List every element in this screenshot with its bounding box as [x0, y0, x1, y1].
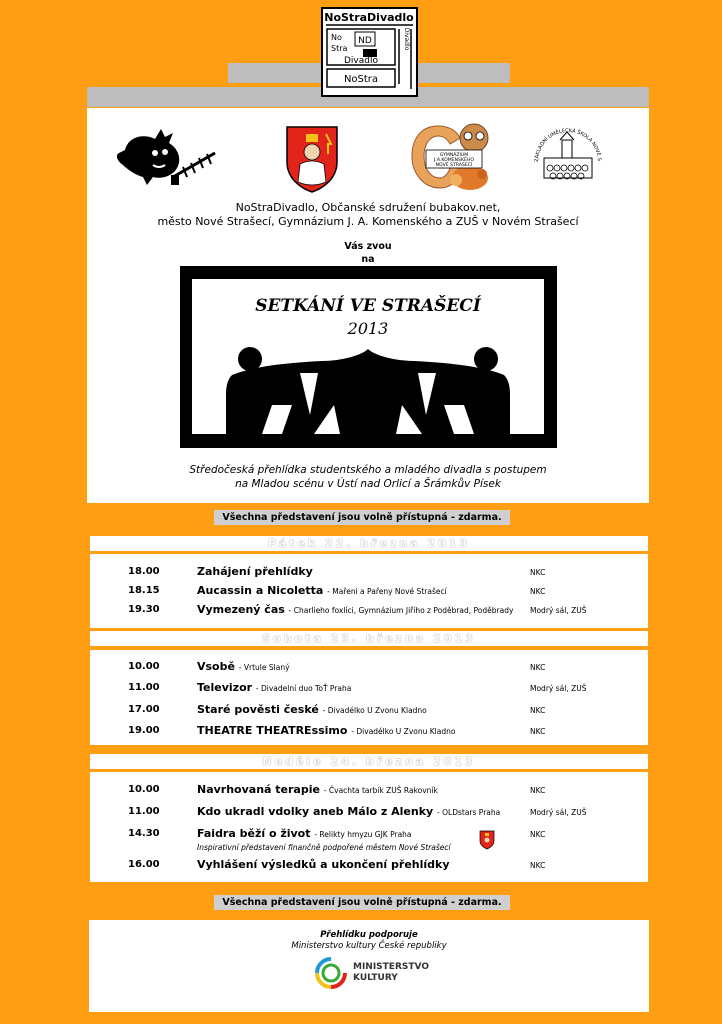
- schedule-row: 10.00 Vsobě - Vrtule Slaný NKC: [128, 660, 546, 673]
- nostradivadlo-logo-graphic: [323, 9, 416, 95]
- svg-text:ZÁKLADNÍ UMĚLECKÁ ŠKOLA NOVÉ S: [530, 122, 603, 162]
- gymnazium-logo-icon: [408, 120, 492, 194]
- zus-ring-text: ZÁKLADNÍ UMĚLECKÁ ŠKOLA NOVÉ S: [533, 127, 603, 163]
- logo-title: NoStraDivadlo: [324, 11, 414, 24]
- schedule-row: 16.00 Vyhlášení výsledků a ukončení přehlídky NKC: [128, 858, 546, 871]
- gym-line1: GYMNÁZIUM: [439, 153, 469, 158]
- schedule-row: 18.00 Zahájení přehlídky NKC: [128, 565, 546, 578]
- schedule-row: 11.00 Televizor - Divadelní duo ToŤ Praha Modrý sál, ZUŠ: [128, 681, 587, 694]
- free-admission-notice-bottom: Všechna představení jsou volně přístupná - zdarma.: [214, 895, 510, 910]
- schedule-saturday: [90, 650, 648, 745]
- schedule-row: 14.30 Faidra běží o život - Relikty hmyzu GJK Praha Inspirativní představení finančně podpořené městem Nové Strašecí NKC: [128, 827, 546, 852]
- schedule-row: 18.15 Aucassin a Nicoletta - Mařeni a Pařeny Nové Strašecí NKC: [128, 584, 546, 597]
- nostradivadlo-logo: [321, 7, 418, 97]
- poster-title: SETKÁNÍ VE STRAŠECÍ: [255, 296, 481, 316]
- logo-nostra: NoStra: [343, 74, 379, 85]
- organizers-text: [87, 201, 649, 229]
- ghost-logo-icon: [113, 125, 221, 195]
- logo-divadlo: Divadlo: [344, 56, 378, 66]
- schedule-row: 19.30 Vymezený čas - Charlieho foxlíci, Gymnázium Jiřího z Poděbrad, Poděbrady Modrý sál, ZUŠ: [128, 603, 587, 616]
- schedule-row: 10.00 Navrhovaná terapie - Čvachta tarbík ZUŠ Rakovník NKC: [128, 783, 546, 796]
- sponsor-line2: Ministerstvo kultury České republiky: [291, 941, 447, 951]
- sponsor-box: [89, 920, 649, 1012]
- ministry-logo-text: MINISTERSTVO KULTURY: [353, 962, 429, 983]
- schedule-sunday: [90, 772, 648, 882]
- funding-note: Inspirativní představení finančně podpořené městem Nové Strašecí: [197, 843, 451, 852]
- coat-of-arms-icon: [284, 124, 340, 194]
- invite-line2: na: [361, 254, 375, 265]
- description-line2: na Mladou scénu v Ústí nad Orlicí a Šrámkův Písek: [235, 478, 501, 490]
- schedule-row: 11.00 Kdo ukradl vdolky aneb Málo z Alenky - OLDstars Praha Modrý sál, ZUŠ: [128, 805, 587, 818]
- poster-year: 2013: [347, 319, 389, 338]
- logo-nd: ND: [358, 36, 372, 46]
- zus-school-logo-icon: [530, 122, 606, 196]
- logo-no: No: [331, 33, 342, 42]
- ministry-logo-icon: [314, 956, 348, 990]
- invite-text: [87, 240, 649, 266]
- gym-line2: J.A.KOMENSKÉHO: [434, 158, 474, 163]
- organizers-line1: NoStraDivadlo, Občanské sdružení bubakov.net,: [235, 201, 501, 214]
- organizers-line2: město Nové Strašecí, Gymnázium J. A. Komenského a ZUŠ v Novém Strašecí: [157, 215, 579, 228]
- town-crest-icon: [479, 830, 495, 850]
- logo-stra: Stra: [331, 44, 348, 53]
- poster-inner: [192, 279, 544, 434]
- description-text: [87, 463, 649, 491]
- schedule-friday: [90, 554, 648, 628]
- sponsor-line1: Přehlídku podporuje: [320, 930, 418, 940]
- free-admission-notice-top: Všechna představení jsou volně přístupná - zdarma.: [214, 510, 510, 525]
- day-heading-saturday: Sobota 23. března 2013: [90, 631, 648, 646]
- schedule-row: 17.00 Staré pověsti české - Divadélko U Zvonu Kladno NKC: [128, 703, 546, 716]
- day-heading-friday: Pátek 22. března 2013: [90, 536, 648, 551]
- sponsor-text: [89, 930, 649, 952]
- day-heading-sunday: Neděle 24. března 2013: [90, 754, 648, 769]
- invite-line1: Vás zvou: [344, 241, 392, 252]
- reclining-figures-icon: [222, 345, 514, 434]
- description-line1: Středočeská přehlídka studentského a mladého divadla s postupem: [189, 464, 547, 476]
- logo-side: Divadlo: [403, 27, 410, 51]
- gym-line3: NOVÉ STRAŠECÍ: [435, 163, 473, 168]
- festival-poster: [180, 266, 557, 448]
- schedule-row: 19.00 THEATRE THEATREssimo - Divadélko U Zvonu Kladno NKC: [128, 724, 546, 737]
